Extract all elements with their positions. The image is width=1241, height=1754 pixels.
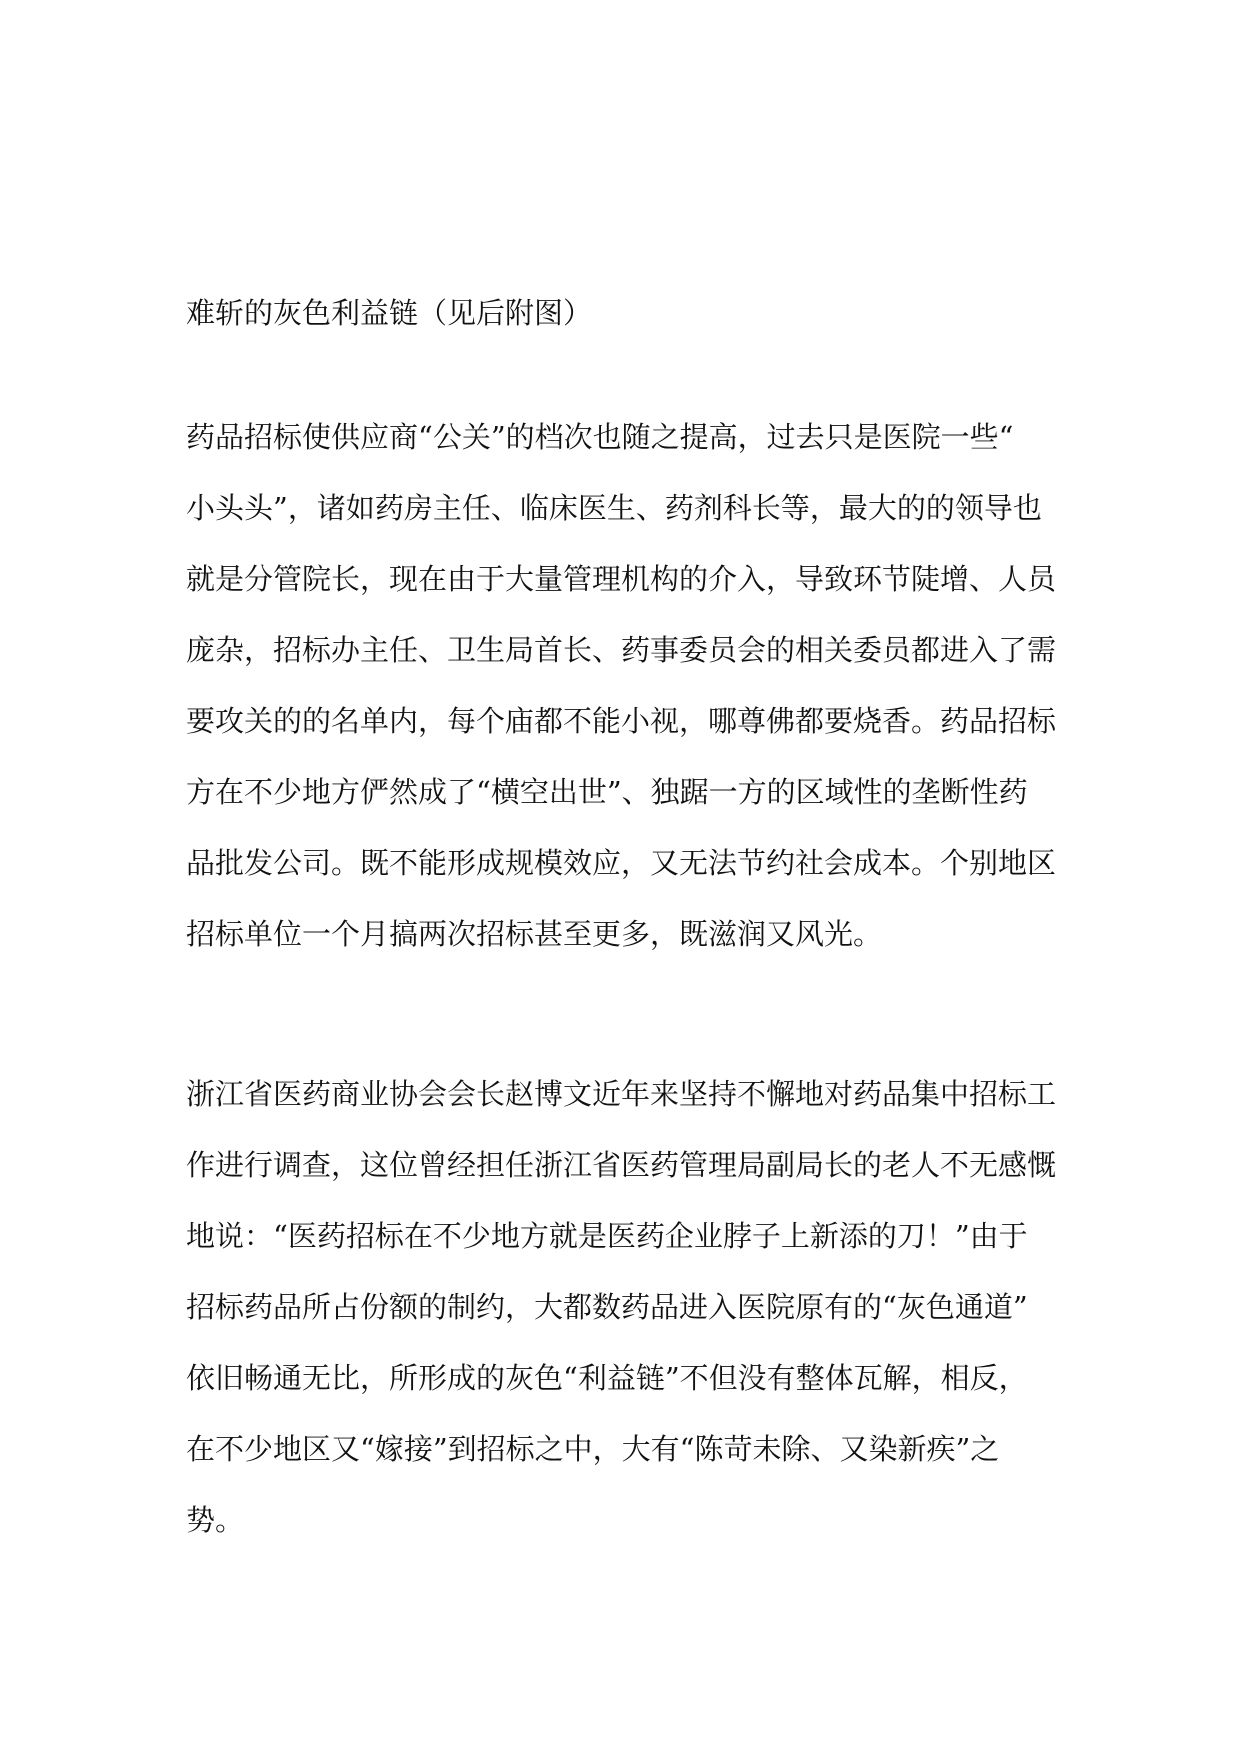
paragraph-line: 要攻关的的名单内，每个庙都不能小视，哪尊佛都要烧香。药品招标 xyxy=(186,704,1057,738)
paragraph-line: 作进行调查，这位曾经担任浙江省医药管理局副局长的老人不无感慨 xyxy=(186,1148,1057,1182)
paragraph-line: 浙江省医药商业协会会长赵博文近年来坚持不懈地对药品集中招标工 xyxy=(186,1077,1057,1111)
document-heading: 难斩的灰色利益链（见后附图） xyxy=(186,296,593,330)
paragraph-line: 依旧畅通无比，所形成的灰色“利益链”不但没有整体瓦解，相反， xyxy=(186,1361,1028,1395)
paragraph-line: 就是分管院长，现在由于大量管理机构的介入，导致环节陡增、人员 xyxy=(186,562,1057,596)
paragraph-line: 地说：“医药招标在不少地方就是医药企业脖子上新添的刀！”由于 xyxy=(186,1219,1028,1253)
paragraph-line: 在不少地区又“嫁接”到招标之中，大有“陈苛未除、又染新疾”之 xyxy=(186,1432,1000,1466)
paragraph-line: 庞杂，招标办主任、卫生局首长、药事委员会的相关委员都进入了需 xyxy=(186,633,1057,667)
paragraph-line: 小头头”，诸如药房主任、临床医生、药剂科长等，最大的的领导也 xyxy=(186,491,1042,525)
paragraph-line: 药品招标使供应商“公关”的档次也随之提高，过去只是医院一些“ xyxy=(186,420,1014,454)
paragraph-line: 方在不少地方俨然成了“横空出世”、独踞一方的区域性的垄断性药 xyxy=(186,775,1028,809)
paragraph-line: 招标药品所占份额的制约，大都数药品进入医院原有的“灰色通道” xyxy=(186,1290,1028,1324)
paragraph-line: 品批发公司。既不能形成规模效应，又无法节约社会成本。个别地区 xyxy=(186,846,1057,880)
paragraph-line: 势。 xyxy=(186,1503,245,1537)
paragraph-line: 招标单位一个月搞两次招标甚至更多，既滋润又风光。 xyxy=(186,917,883,951)
